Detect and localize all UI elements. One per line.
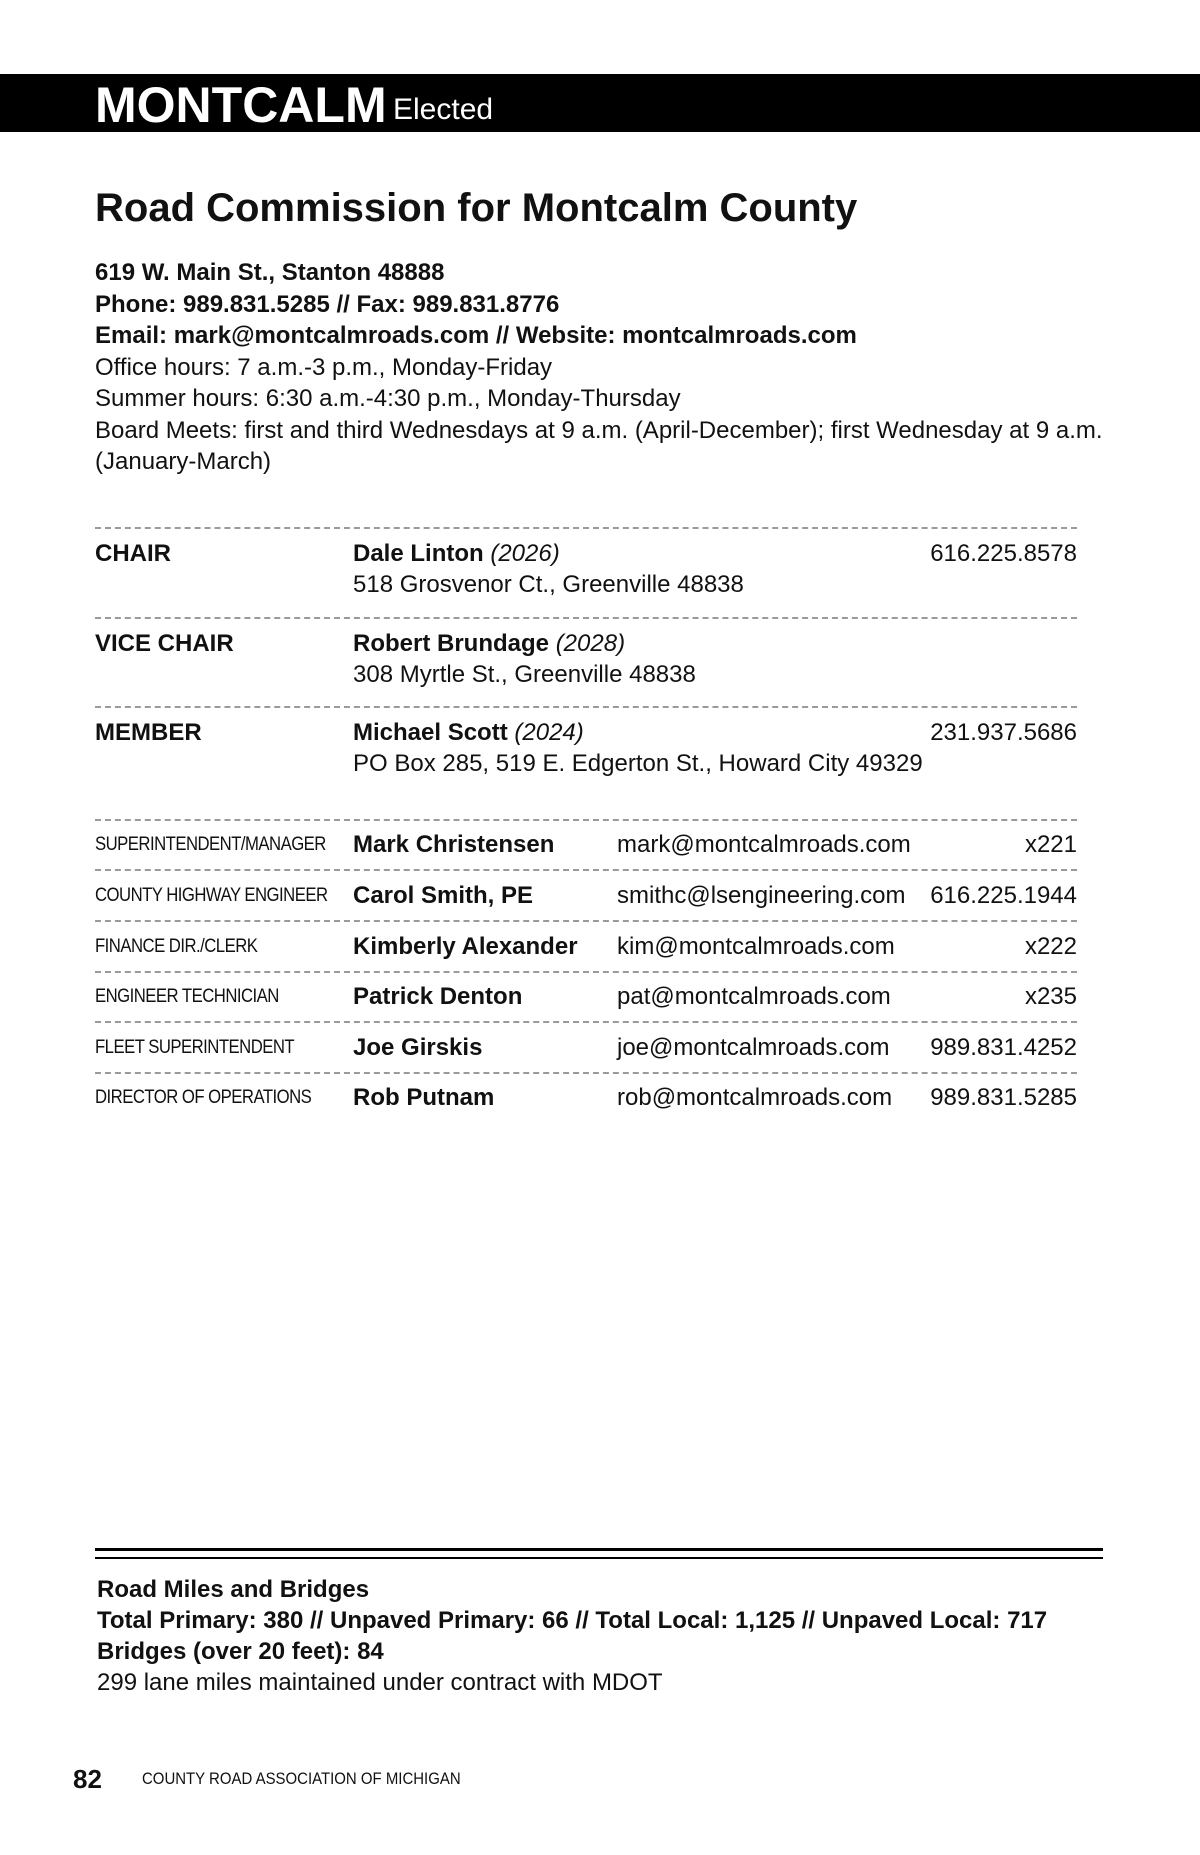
stats-heading: Road Miles and Bridges xyxy=(97,1576,370,1603)
divider xyxy=(95,617,1077,619)
staff-name: Rob Putnam xyxy=(353,1084,495,1111)
member-term: (2026) xyxy=(490,540,560,567)
summer-hours: Summer hours: 6:30 a.m.-4:30 p.m., Monday-Thursday xyxy=(95,385,681,412)
staff-phone: 616.225.1944 xyxy=(930,882,1077,909)
section-rule xyxy=(95,1548,1103,1559)
divider xyxy=(95,706,1077,708)
divider xyxy=(95,527,1077,529)
staff-name: Patrick Denton xyxy=(353,983,523,1010)
board-member-name xyxy=(353,539,560,569)
board-member-phone: 616.225.8578 xyxy=(930,540,1077,567)
bridges-count: Bridges (over 20 feet): 84 xyxy=(97,1638,384,1665)
org-address: 619 W. Main St., Stanton 48888 xyxy=(95,259,445,286)
staff-title: COUNTY HIGHWAY ENGINEER xyxy=(95,885,328,906)
staff-name: Joe Girskis xyxy=(353,1034,483,1061)
org-email-website: Email: mark@montcalmroads.com // Website: montcalmroads.com xyxy=(95,322,857,349)
divider xyxy=(95,869,1077,871)
page-number: 82 xyxy=(73,1764,102,1794)
staff-email: smithc@lsengineering.com xyxy=(617,882,906,909)
board-member-address: PO Box 285, 519 E. Edgerton St., Howard City 49329 xyxy=(353,750,923,777)
divider xyxy=(95,819,1077,821)
county-type: Elected xyxy=(393,93,494,126)
divider xyxy=(95,1021,1077,1023)
staff-phone: 989.831.4252 xyxy=(930,1034,1077,1061)
board-meets: Board Meets: first and third Wednesdays at 9 a.m. (April-December); first Wednesday at 9 a.m. (January-March) xyxy=(95,416,1103,475)
board-role: CHAIR xyxy=(95,540,171,567)
road-miles: Total Primary: 380 // Unpaved Primary: 66 // Total Local: 1,125 // Unpaved Local: 717 xyxy=(97,1607,1048,1634)
staff-phone: x222 xyxy=(1024,933,1077,960)
staff-title: ENGINEER TECHNICIAN xyxy=(95,986,279,1007)
divider xyxy=(95,1072,1077,1074)
board-member-name xyxy=(353,629,625,659)
org-phone-fax: Phone: 989.831.5285 // Fax: 989.831.8776 xyxy=(95,290,560,318)
staff-email: kim@montcalmroads.com xyxy=(617,933,895,960)
office-hours: Office hours: 7 a.m.-3 p.m., Monday-Friday xyxy=(95,353,553,381)
divider xyxy=(95,971,1077,973)
staff-title: DIRECTOR OF OPERATIONS xyxy=(95,1087,312,1108)
staff-title: SUPERINTENDENT/MANAGER xyxy=(95,834,326,855)
board-member-address: 308 Myrtle St., Greenville 48838 xyxy=(353,661,696,688)
org-info xyxy=(95,257,1105,478)
page-title: Road Commission for Montcalm County xyxy=(95,186,858,230)
staff-phone: 989.831.5285 xyxy=(930,1084,1077,1111)
staff-name: Carol Smith, PE xyxy=(353,882,534,909)
board-member-name xyxy=(353,718,584,748)
member-name: Michael Scott xyxy=(353,719,508,746)
member-name: Robert Brundage xyxy=(353,630,550,657)
staff-name: Kimberly Alexander xyxy=(353,933,578,960)
staff-title: FLEET SUPERINTENDENT xyxy=(95,1037,295,1058)
staff-name: Mark Christensen xyxy=(353,831,555,858)
board-role: MEMBER xyxy=(95,719,202,746)
county-name: MONTCALM xyxy=(95,77,387,133)
staff-phone: x221 xyxy=(1024,831,1077,858)
staff-phone: x235 xyxy=(1024,983,1077,1010)
member-term: (2028) xyxy=(555,630,626,657)
staff-email: joe@montcalmroads.com xyxy=(617,1034,890,1061)
board-member-address: 518 Grosvenor Ct., Greenville 48838 xyxy=(353,571,744,598)
board-role: VICE CHAIR xyxy=(95,630,234,657)
staff-title: FINANCE DIR./CLERK xyxy=(95,936,258,957)
staff-email: mark@montcalmroads.com xyxy=(617,831,911,858)
board-member-phone: 231.937.5686 xyxy=(930,719,1077,746)
contract-miles: 299 lane miles maintained under contract with MDOT xyxy=(97,1669,663,1696)
staff-email: pat@montcalmroads.com xyxy=(617,983,891,1010)
staff-email: rob@montcalmroads.com xyxy=(617,1084,893,1111)
road-stats xyxy=(97,1574,1107,1698)
member-term: (2024) xyxy=(514,719,584,746)
divider xyxy=(95,920,1077,922)
member-name: Dale Linton xyxy=(353,540,484,567)
publication-name: COUNTY ROAD ASSOCIATION OF MICHIGAN xyxy=(142,1769,461,1788)
